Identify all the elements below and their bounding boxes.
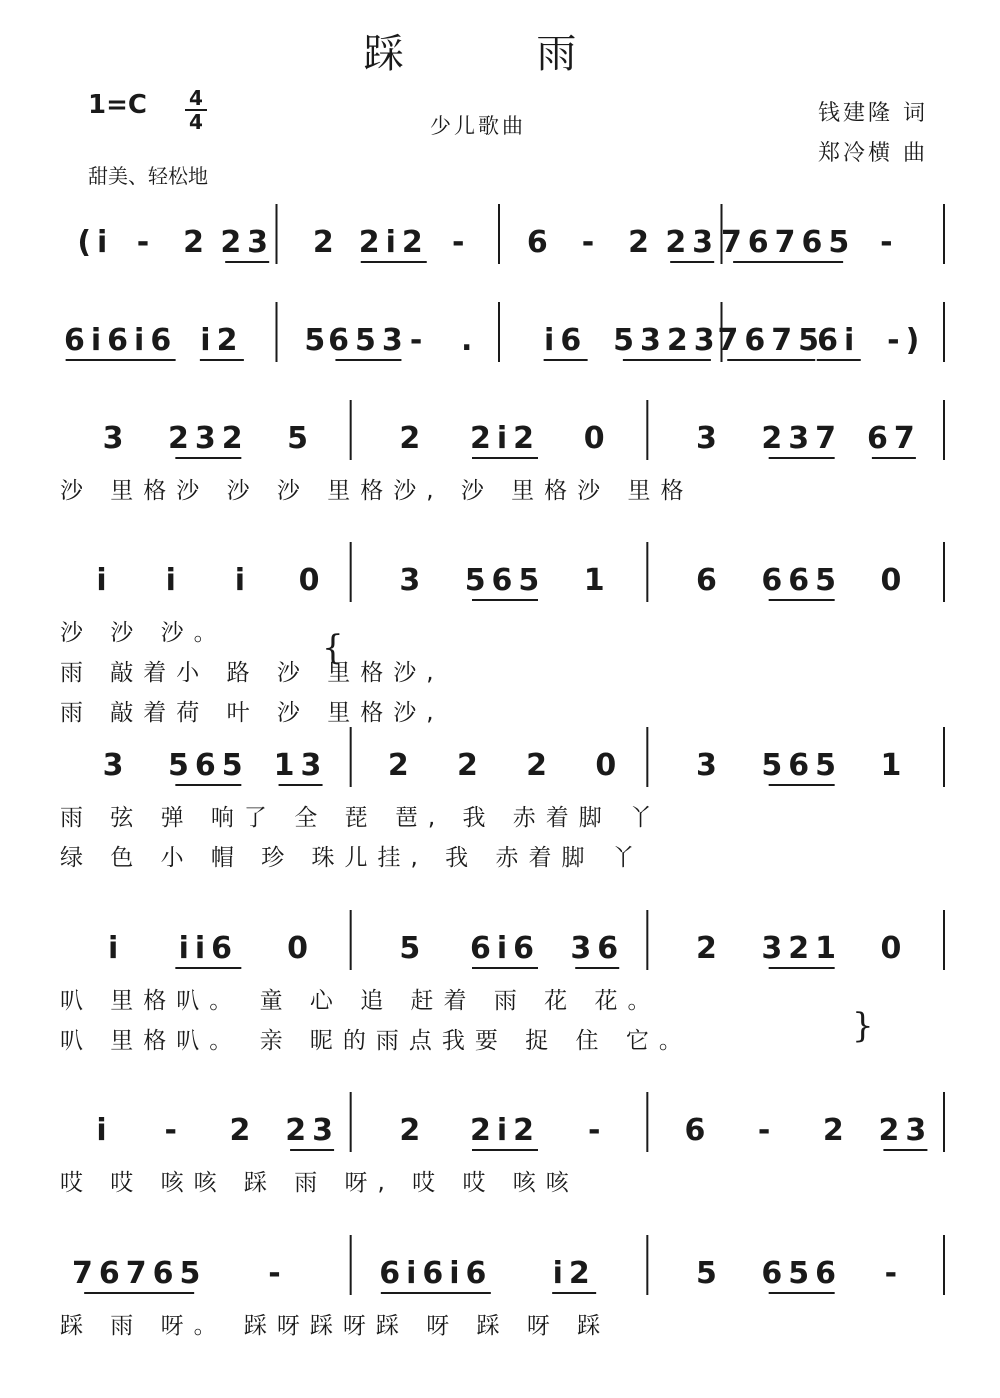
- lyric-line: 雨 弦 弹 响了 全 琵 琶, 我 赤着脚 丫: [60, 805, 663, 831]
- note-group: 76765: [71, 1256, 207, 1291]
- note-group: 665: [761, 563, 842, 598]
- note-group: 2i2: [469, 421, 541, 456]
- note-group: 2: [399, 1113, 427, 1148]
- lyric-line: 踩 雨 呀。 踩呀踩呀踩 呀 踩 呀 踩: [60, 1313, 611, 1339]
- page-title: 踩 雨: [363, 31, 637, 77]
- note-group: -: [268, 1256, 287, 1291]
- lyric-line: 哎 哎 咳咳 踩 雨 呀, 哎 哎 咳咳: [60, 1170, 579, 1196]
- note-group: i: [107, 931, 125, 966]
- note-group: (i: [77, 225, 114, 260]
- note-group: 0: [287, 931, 314, 966]
- lyricist-credit: 钱建隆 词: [818, 101, 928, 126]
- note-group: 13: [273, 748, 328, 783]
- note-group: 0: [880, 931, 908, 966]
- note-group: 2: [526, 748, 554, 783]
- note-group: 36: [570, 931, 625, 966]
- note-group: 23: [878, 1113, 933, 1148]
- note-group: 232: [168, 421, 249, 456]
- note-group: 3: [696, 748, 723, 783]
- note-group: -: [587, 1113, 607, 1148]
- note-group: 67: [867, 421, 921, 456]
- note-group: 2: [229, 1113, 257, 1148]
- composer-credit: 郑冷横 曲: [818, 141, 928, 166]
- note-group: 6: [684, 1113, 712, 1148]
- note-group: -: [164, 1113, 183, 1148]
- note-group: 7675: [717, 323, 825, 358]
- note-group: 2: [387, 748, 415, 783]
- note-group: 0: [298, 563, 326, 598]
- lyric-line: 沙 里格沙 沙 沙 里格沙, 沙 里格沙 里格: [60, 478, 694, 504]
- note-group: 2: [456, 748, 484, 783]
- genre-label: 少儿歌曲: [430, 114, 526, 138]
- note-group: -: [409, 323, 429, 358]
- note-group: i2: [552, 1256, 596, 1291]
- tempo-marking: 甜美、轻松地: [88, 164, 208, 188]
- note-group: 3: [399, 563, 427, 598]
- note-group: 6i: [817, 323, 861, 358]
- note-group: i2: [200, 323, 244, 358]
- note-group: i: [96, 563, 113, 598]
- note-group: -: [884, 1256, 904, 1291]
- note-group: 5: [287, 421, 314, 456]
- note-group: i: [96, 1113, 113, 1148]
- note-group: -: [581, 225, 601, 260]
- note-group: 2i2: [358, 225, 429, 260]
- note-group: -: [880, 225, 899, 260]
- note-group: 653: [328, 323, 409, 358]
- note-group: 3: [102, 748, 130, 783]
- note-group: 5323: [613, 323, 721, 358]
- note-group: 2: [696, 931, 723, 966]
- note-group: 2i2: [469, 1113, 541, 1148]
- lyric-line: 雨 敲着荷 叶 沙 里格沙,: [60, 700, 444, 726]
- lyric-brace-right: }: [852, 1006, 874, 1046]
- note-group: i: [165, 563, 182, 598]
- note-group: 1: [583, 563, 611, 598]
- note-group: 23: [665, 225, 720, 260]
- note-group: 5: [399, 931, 427, 966]
- note-group: 2: [183, 225, 210, 260]
- time-signature-top: 4: [189, 86, 203, 110]
- note-group: 2: [822, 1113, 850, 1148]
- lyric-line: 雨 敲着小 路 沙 里格沙,: [60, 660, 444, 686]
- note-group: 5: [304, 323, 332, 358]
- note-group: 76765: [720, 225, 856, 260]
- note-group: 5: [696, 1256, 723, 1291]
- note-group: 6: [696, 563, 723, 598]
- note-group: 2: [628, 225, 655, 260]
- note-group: 23: [220, 225, 275, 260]
- note-group: 656: [761, 1256, 842, 1291]
- note-group: 3: [102, 421, 130, 456]
- note-group: .: [460, 323, 479, 358]
- lyric-line: 绿 色 小 帽 珍 珠儿挂, 我 赤着脚 丫: [60, 845, 645, 871]
- note-group: i: [234, 563, 252, 598]
- note-group: -: [136, 225, 156, 260]
- note-group: 237: [761, 421, 842, 456]
- note-group: 6i6: [469, 931, 541, 966]
- note-group: 2: [312, 225, 340, 260]
- note-group: 0: [880, 563, 908, 598]
- note-group: i6: [544, 323, 588, 358]
- time-signature-bottom: 4: [189, 110, 203, 134]
- lyric-line: 叭 里格叭。 童 心 追 赶着 雨 花 花。: [60, 988, 661, 1014]
- note-group: ii6: [178, 931, 239, 966]
- note-group: 1: [880, 748, 908, 783]
- note-group: 565: [464, 563, 546, 598]
- note-group: -: [757, 1113, 777, 1148]
- note-group: 6i6i6: [379, 1256, 493, 1291]
- note-group: 0: [583, 421, 611, 456]
- lyric-brace-left: {: [322, 628, 344, 668]
- note-group: 0: [595, 748, 623, 783]
- note-group: 23: [285, 1113, 339, 1148]
- note-group: 3: [696, 421, 723, 456]
- lyric-line: 沙 沙 沙。: [60, 620, 227, 646]
- lyric-line: 叭 里格叭。 亲 昵的雨点我要 捉 住 它。: [60, 1028, 692, 1054]
- note-group: 565: [168, 748, 249, 783]
- key-signature: 1=C: [88, 90, 147, 120]
- note-group: 565: [761, 748, 842, 783]
- note-group: 2: [399, 421, 427, 456]
- note-group: -): [887, 323, 926, 358]
- note-group: -: [452, 225, 471, 260]
- note-group: 6: [526, 225, 554, 260]
- note-group: 6i6i6: [64, 323, 178, 358]
- note-group: 321: [761, 931, 842, 966]
